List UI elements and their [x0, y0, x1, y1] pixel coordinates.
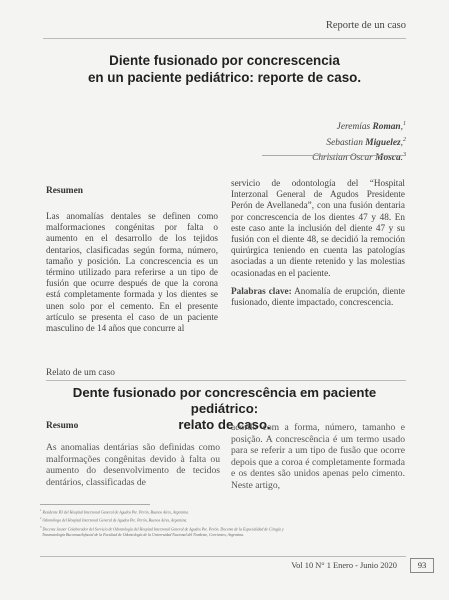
footnote-text: Traumatología Bucomaxilofacial de la Facultad de Odontología de la Universidad Nacional del Nordeste, Corrientes, Argentina. — [41, 532, 244, 537]
footnote-mark: 3 — [40, 524, 42, 529]
abstract-pt-right-column: acordo com a forma, número, tamanho e posição. A concrescência é um termo usado para se referir a um tipo de fusão que ocorre depois que a coroa é completamente formada e os dentes são unidos apenas pelo cimento. Neste artigo, — [231, 422, 405, 491]
page-number: 93 — [410, 558, 434, 573]
author-family-name: Miguelez — [365, 137, 401, 148]
title-es-line-1: Diente fusionado por concrescencia — [109, 53, 340, 68]
author: Christian Oscar Mosca.$^3$ — [312, 152, 406, 164]
author-mark: 2 — [403, 136, 406, 143]
abstract-es-right-column — [231, 178, 405, 308]
section-label: Reporte de un caso — [325, 20, 406, 31]
author-mark: 3 — [403, 152, 406, 159]
abstract-heading-pt: Resumo — [46, 421, 79, 431]
footer-divider — [40, 556, 406, 557]
author-given-name: Christian Oscar — [312, 153, 373, 164]
author-list — [312, 118, 406, 165]
author-given-name: Jeremías — [336, 122, 371, 133]
footnotes — [40, 507, 410, 538]
keywords-text: Anomalía de erupción, diente fusionado, diente impactado, concrescencia. — [231, 285, 405, 308]
author-given-name: Sebastian — [326, 137, 363, 148]
footnote-divider — [40, 504, 150, 505]
footnote-mark: 1 — [40, 508, 42, 512]
footnote-text: Docente Jasner Colaborador del Servicio de Odontología del Hospital Interzonal General de Agudos Pte. Perón. Docente de la Especialidad de Cirugía y — [42, 526, 284, 531]
header-divider — [43, 38, 406, 39]
abstract-es-continuation: servicio de odontología del “Hospital Interzonal General de Agudos Presidente Perón de Avellaneda”, con una fusión dentaria por concrescencia de los dientes 47 y 48. En este caso ante la inclusión del diente 47 y su fusión con el diente 48, se decidió la remoción quirúrgica teniendo en cuenta las patologías asociadas a un diente retenido y las molestias ocasionadas en el paciente. — [231, 178, 405, 278]
abstract-heading-es: Resumen — [46, 186, 83, 196]
abstract-pt-left-column: As anomalias dentárias são definidas como malformações congênitas devido à falta ou aumento do desenvolvimento de tecidos dentários, classificadas de — [46, 442, 220, 488]
authors-divider — [262, 155, 406, 156]
author-family-name: Mosca — [375, 153, 401, 164]
author-family-name: Roman — [372, 122, 401, 133]
keywords-label: Palabras clave: — [231, 285, 292, 296]
footnote — [40, 515, 410, 523]
footnote-text: Odontólogo del Hospital Interzonal General de Agudos Pte. Perón, Buenos Aires, Argentina. — [42, 518, 188, 523]
section-pt-divider — [46, 380, 406, 381]
footnote-text: Residente R3 del Hospital Interzonal General de Agudos Pte. Perón, Buenos Aires, Argentina. — [42, 510, 190, 515]
author: Jeremías Roman,$^1$ — [336, 121, 406, 133]
title-pt-line-2: relato de caso. — [178, 417, 271, 432]
issue-info: Vol 10 N° 1 Enero - Junio 2020 — [291, 561, 397, 570]
section-label-pt: Relato de um caso — [46, 368, 115, 378]
author: Sebastian Miguelez,$^2$ — [326, 136, 406, 148]
keywords — [231, 286, 405, 308]
title-pt-line-1: Dente fusionado por concrescência em paciente pediátrico: — [72, 385, 377, 416]
footnote-mark: 2 — [40, 516, 42, 521]
footnote — [40, 532, 410, 538]
author-mark: 1 — [403, 121, 406, 127]
footnote — [40, 507, 410, 515]
footnote — [40, 524, 410, 532]
article-title-es — [40, 52, 409, 86]
abstract-es-left-column: Las anomalías dentales se definen como malformaciones congénitas por falta o aumento en el desarrollo de los tejidos dentarios, clasificadas según forma, número, tamaño y posición. La concrescencia es un término utilizado para referirse a un tipo de fusión que ocurre después de que la corona está completamente formada y los dientes se unen solo por el cemento. En el presente artículo se presenta el caso de un paciente masculino de 14 años que concurre al — [46, 211, 218, 334]
title-es-line-2: en un paciente pediátrico: reporte de caso. — [87, 70, 362, 85]
